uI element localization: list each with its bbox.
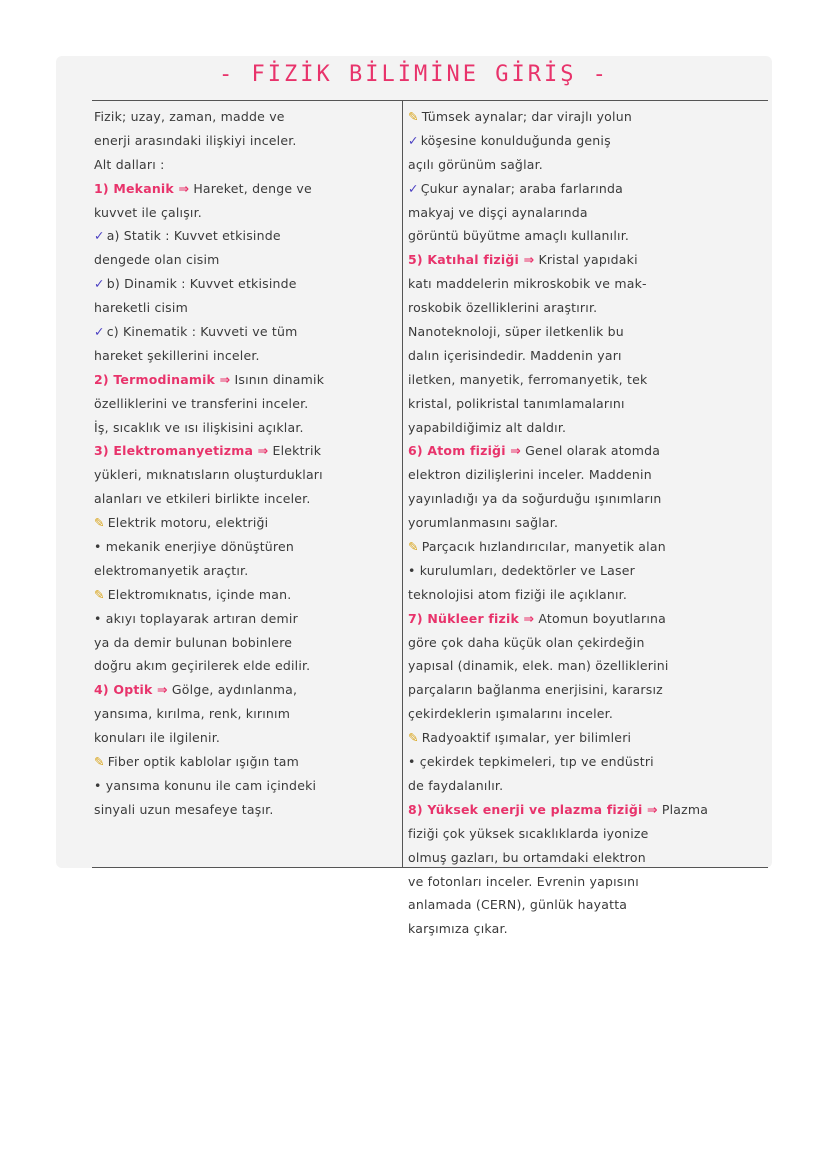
- note-line: [94, 153, 396, 177]
- note-line: [408, 344, 764, 368]
- note-line: [408, 726, 764, 750]
- note-line: [94, 535, 396, 559]
- note-text: elektromanyetik araçtır.: [94, 562, 249, 578]
- note-text: fiziği çok yüksek sıcaklıklarda iyonize: [408, 825, 649, 841]
- column-divider: [402, 101, 403, 867]
- note-text: köşesine konulduğunda geniş: [420, 132, 611, 148]
- note-text: Atomun boyutlarına: [534, 610, 666, 626]
- note-line: [94, 750, 396, 774]
- note-text: Parçacık hızlandırıcılar, manyetik alan: [421, 539, 666, 555]
- note-line: [94, 296, 396, 320]
- topic-heading: 8) Yüksek enerji ve plazma fiziği ⇒: [408, 801, 658, 817]
- note-line: [94, 201, 396, 225]
- note-text: konuları ile ilgilenir.: [94, 730, 221, 746]
- note-text: Tümsek aynalar; dar virajlı yolun: [421, 109, 632, 124]
- note-line: [94, 344, 396, 368]
- note-line: [408, 224, 764, 248]
- note-text: • akıyı toplayarak artıran demir: [94, 610, 298, 626]
- pencil-icon: ✎: [94, 754, 105, 770]
- note-line: [94, 368, 396, 392]
- note-text: ve fotonları inceler. Evrenin yapısını: [408, 873, 639, 889]
- pencil-icon: ✎: [94, 515, 105, 531]
- note-line: [408, 105, 764, 129]
- note-line: [408, 702, 764, 726]
- note-text: dengede olan cisim: [94, 252, 220, 268]
- note-text: • mekanik enerjiye dönüştüren: [94, 539, 294, 555]
- note-text: çekirdeklerin ışımalarını inceler.: [408, 706, 614, 722]
- note-text: Çukur aynalar; araba farlarında: [420, 180, 624, 196]
- note-line: [94, 487, 396, 511]
- note-text: Radyoaktif ışımalar, yer bilimleri: [421, 730, 632, 746]
- note-line: [408, 439, 764, 463]
- note-text: karşımıza çıkar.: [408, 921, 508, 937]
- checkmark-icon: ✓: [94, 276, 105, 292]
- note-text: Gölge, aydınlanma,: [167, 682, 298, 698]
- note-text: b) Dinamik : Kuvvet etkisinde: [106, 276, 297, 292]
- checkmark-icon: ✓: [94, 228, 105, 244]
- note-text: Genel olarak atomda: [520, 443, 661, 459]
- note-line: [408, 177, 764, 201]
- pencil-icon: ✎: [94, 586, 105, 602]
- note-line: [94, 702, 396, 726]
- note-line: [408, 392, 764, 416]
- note-line: [408, 296, 764, 320]
- note-line: [408, 201, 764, 225]
- note-text: Fiber optik kablolar ışığın tam: [107, 754, 300, 770]
- note-line: [408, 487, 764, 511]
- note-line: [408, 798, 764, 822]
- note-text: açılı görünüm sağlar.: [408, 156, 543, 172]
- note-line: [94, 583, 396, 607]
- note-text: • kurulumları, dedektörler ve Laser: [408, 562, 635, 578]
- note-text: Plazma: [657, 801, 709, 817]
- right-column: [408, 105, 764, 937]
- note-line: [408, 248, 764, 272]
- note-text: kristal, polikristal tanımlamalarını: [408, 395, 625, 411]
- note-line: [408, 870, 764, 894]
- note-text: ya da demir bulunan bobinlere: [94, 634, 293, 650]
- note-line: [408, 750, 764, 774]
- checkmark-icon: ✓: [408, 180, 419, 196]
- note-line: [408, 583, 764, 607]
- note-line: [408, 678, 764, 702]
- note-line: [94, 439, 396, 463]
- note-line: [94, 774, 396, 798]
- note-line: [94, 559, 396, 583]
- note-line: [94, 654, 396, 678]
- topic-heading: 7) Nükleer fizik ⇒: [408, 610, 535, 626]
- note-line: [408, 917, 764, 941]
- note-text: doğru akım geçirilerek elde edilir.: [94, 658, 311, 674]
- pencil-icon: ✎: [408, 539, 419, 555]
- note-text: özelliklerini ve transferini inceler.: [94, 395, 309, 411]
- checkmark-icon: ✓: [94, 324, 105, 340]
- checkmark-icon: ✓: [408, 132, 419, 148]
- note-line: [94, 272, 396, 296]
- note-line: [408, 822, 764, 846]
- note-text: Elektrik motoru, elektriği: [107, 515, 269, 531]
- note-line: [408, 368, 764, 392]
- note-text: alanları ve etkileri birlikte inceler.: [94, 491, 311, 507]
- note-line: [94, 678, 396, 702]
- note-line: [408, 654, 764, 678]
- note-text: a) Statik : Kuvvet etkisinde: [106, 228, 281, 244]
- note-line: [94, 392, 396, 416]
- note-text: yapabildiğimiz alt daldır.: [408, 419, 567, 435]
- left-column: [94, 105, 396, 863]
- topic-heading: 6) Atom fiziği ⇒: [408, 443, 521, 459]
- note-text: kuvvet ile çalışır.: [94, 204, 202, 220]
- note-text: katı maddelerin mikroskobik ve mak-: [408, 276, 647, 292]
- note-text: de faydalanılır.: [408, 777, 504, 793]
- note-text: roskobik özelliklerini araştırır.: [408, 300, 598, 316]
- note-line: [94, 105, 396, 129]
- note-text: elektron dizilişlerini inceler. Maddenin: [408, 467, 652, 483]
- note-line: [408, 607, 764, 631]
- note-line: [94, 726, 396, 750]
- note-line: [94, 416, 396, 440]
- note-line: [408, 129, 764, 153]
- note-line: [408, 511, 764, 535]
- note-text: Alt dalları :: [94, 156, 165, 172]
- pencil-icon: ✎: [408, 730, 419, 746]
- note-text: Hareket, denge ve: [189, 180, 312, 196]
- note-line: [94, 177, 396, 201]
- note-text: anlamada (CERN), günlük hayatta: [408, 897, 628, 913]
- topic-heading: 3) Elektromanyetizma ⇒: [94, 443, 269, 459]
- note-line: [408, 846, 764, 870]
- note-text: sinyali uzun mesafeye taşır.: [94, 801, 274, 817]
- topic-heading: 4) Optik ⇒: [94, 682, 168, 698]
- note-line: [408, 416, 764, 440]
- note-text: teknolojisi atom fiziği ile açıklanır.: [408, 586, 628, 602]
- topic-heading: 5) Katıhal fiziği ⇒: [408, 252, 535, 268]
- note-line: [94, 224, 396, 248]
- topic-heading: 1) Mekanik ⇒: [94, 180, 190, 196]
- note-text: hareketli cisim: [94, 300, 188, 316]
- note-text: • çekirdek tepkimeleri, tıp ve endüstri: [408, 754, 654, 770]
- note-line: [94, 511, 396, 535]
- note-line: [408, 631, 764, 655]
- note-line: [94, 607, 396, 631]
- note-text: Isının dinamik: [230, 371, 325, 387]
- note-text: yapısal (dinamik, elek. man) özelliklerini: [408, 658, 669, 674]
- topic-heading: 2) Termodinamik ⇒: [94, 371, 231, 387]
- note-text: makyaj ve dişçi aynalarında: [408, 204, 588, 220]
- note-line: [408, 893, 764, 917]
- note-text: Fizik; uzay, zaman, madde ve: [94, 109, 285, 124]
- note-line: [408, 320, 764, 344]
- note-line: [94, 248, 396, 272]
- pencil-icon: ✎: [408, 109, 419, 124]
- note-line: [94, 320, 396, 344]
- note-line: [408, 272, 764, 296]
- note-line: [94, 463, 396, 487]
- note-line: [408, 153, 764, 177]
- note-line: [408, 535, 764, 559]
- note-text: Nanoteknoloji, süper iletkenlik bu: [408, 324, 624, 340]
- note-text: olmuş gazları, bu ortamdaki elektron: [408, 849, 646, 865]
- note-line: [408, 774, 764, 798]
- note-text: hareket şekillerini inceler.: [94, 347, 260, 363]
- page-title: - FİZİK BİLİMİNE GİRİŞ -: [219, 62, 609, 87]
- note-text: yorumlanmasını sağlar.: [408, 515, 559, 531]
- note-text: dalın içerisindedir. Maddenin yarı: [408, 347, 622, 363]
- note-text: iletken, manyetik, ferromanyetik, tek: [408, 371, 648, 387]
- note-line: [94, 631, 396, 655]
- note-text: yükleri, mıknatısların oluşturdukları: [94, 467, 323, 483]
- note-text: görüntü büyütme amaçlı kullanılır.: [408, 228, 630, 244]
- note-line: [94, 798, 396, 822]
- note-text: göre çok daha küçük olan çekirdeğin: [408, 634, 645, 650]
- note-text: yansıma, kırılma, renk, kırınım: [94, 706, 291, 722]
- note-line: [408, 559, 764, 583]
- note-text: yayınladığı ya da soğurduğu ışınımların: [408, 491, 662, 507]
- notes-page: [92, 100, 768, 937]
- note-text: Elektromıknatıs, içinde man.: [107, 586, 292, 602]
- note-line: [408, 463, 764, 487]
- note-text: İş, sıcaklık ve ısı ilişkisini açıklar.: [94, 419, 304, 435]
- note-text: Kristal yapıdaki: [534, 252, 638, 268]
- note-text: c) Kinematik : Kuvveti ve tüm: [106, 324, 298, 340]
- note-text: parçaların bağlanma enerjisini, kararsız: [408, 682, 663, 698]
- note-text: • yansıma konunu ile cam içindeki: [94, 777, 317, 793]
- note-text: enerji arasındaki ilişkiyi inceler.: [94, 132, 297, 148]
- note-line: [94, 129, 396, 153]
- note-text: Elektrik: [268, 443, 322, 459]
